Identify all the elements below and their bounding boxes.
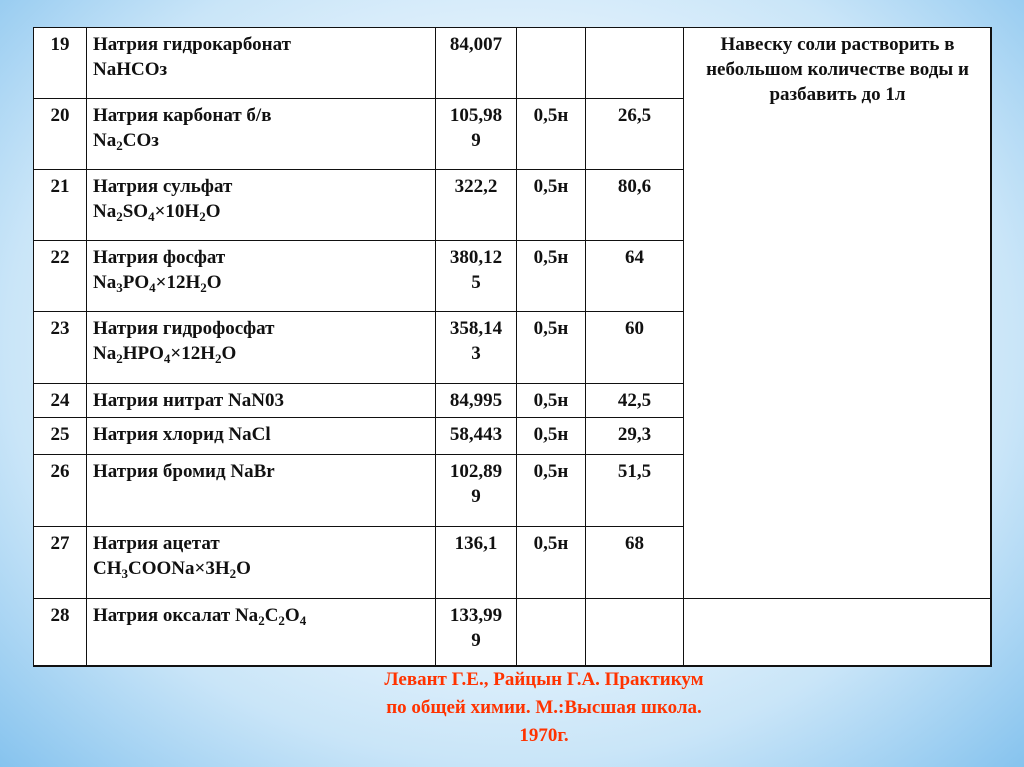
mass-cell: 68 bbox=[586, 527, 684, 599]
concentration-cell bbox=[517, 599, 586, 667]
molar-mass: 358,14 bbox=[449, 318, 503, 339]
molar-mass-cell bbox=[436, 599, 517, 667]
concentration-cell: 0,5н bbox=[517, 170, 586, 241]
salt-name: Натрия нитрат NaN03 bbox=[93, 390, 284, 411]
reference-line-2: по общей химии. М.:Высшая школа. bbox=[386, 697, 702, 719]
salt-name-cell bbox=[87, 99, 436, 170]
row-number: 20 bbox=[34, 99, 87, 170]
table-row bbox=[34, 599, 992, 667]
molar-mass: 380,12 bbox=[449, 247, 503, 268]
salt-formula: $Na_3PO_4\times 12H_2O$ bbox=[93, 272, 222, 296]
molar-mass-wrap: 9 bbox=[471, 130, 481, 152]
table-row bbox=[34, 28, 992, 99]
instruction-note: Навеску соли растворить в небольшом количестве воды и разбавить до 1л bbox=[684, 28, 992, 599]
row-number: 28 bbox=[34, 599, 87, 667]
molar-mass-cell bbox=[436, 28, 517, 99]
molar-mass-cell bbox=[436, 99, 517, 170]
molar-mass-wrap: 5 bbox=[471, 272, 481, 294]
mass-cell: 51,5 bbox=[586, 455, 684, 527]
salt-name: Натрия гидрофосфат bbox=[93, 318, 275, 339]
salt-name-cell bbox=[87, 599, 436, 667]
row-number: 22 bbox=[34, 241, 87, 312]
molar-mass-wrap: 9 bbox=[471, 486, 481, 508]
row-number: 24 bbox=[34, 384, 87, 418]
molar-mass-cell bbox=[436, 384, 517, 418]
row-number: 19 bbox=[34, 28, 87, 99]
concentration-cell: 0,5н bbox=[517, 312, 586, 384]
molar-mass-cell bbox=[436, 455, 517, 527]
molar-mass: 102,89 bbox=[449, 461, 503, 482]
molar-mass-wrap: 9 bbox=[471, 630, 481, 652]
molar-mass: 322,2 bbox=[454, 176, 498, 197]
mass-cell: 64 bbox=[586, 241, 684, 312]
salt-formula: $Na_2HPO_4\times 12H_2O$ bbox=[93, 343, 237, 367]
molar-mass-cell bbox=[436, 312, 517, 384]
empty-note-cell bbox=[684, 599, 992, 667]
salt-name-cell bbox=[87, 384, 436, 418]
salt-name: Натрия гидрокарбонат bbox=[93, 34, 291, 55]
molar-mass: 105,98 bbox=[449, 105, 503, 126]
row-number: 21 bbox=[34, 170, 87, 241]
salt-name-cell bbox=[87, 527, 436, 599]
molar-mass-wrap: 3 bbox=[471, 343, 481, 365]
molar-mass: 136,1 bbox=[454, 533, 498, 554]
mass-cell: 60 bbox=[586, 312, 684, 384]
concentration-cell: 0,5н bbox=[517, 241, 586, 312]
salt-name-cell bbox=[87, 170, 436, 241]
mass-cell: 42,5 bbox=[586, 384, 684, 418]
mass-cell bbox=[586, 599, 684, 667]
salt-name-cell bbox=[87, 28, 436, 99]
concentration-cell: 0,5н bbox=[517, 384, 586, 418]
molar-mass-cell bbox=[436, 418, 517, 455]
molar-mass: 84,995 bbox=[449, 390, 503, 411]
mass-cell bbox=[586, 28, 684, 99]
row-number: 27 bbox=[34, 527, 87, 599]
concentration-cell: 0,5н bbox=[517, 99, 586, 170]
salt-formula: $Na_2SO_4\times 10H_2O$ bbox=[93, 201, 221, 225]
reference-line-3: 1970г. bbox=[519, 725, 569, 747]
salt-table bbox=[33, 27, 992, 667]
molar-mass-cell bbox=[436, 527, 517, 599]
concentration-cell bbox=[517, 28, 586, 99]
row-number: 26 bbox=[34, 455, 87, 527]
salt-formula: $Na_2COз$ bbox=[93, 130, 159, 154]
molar-mass-cell bbox=[436, 170, 517, 241]
salt-name: Натрия бромид NaBr bbox=[93, 461, 275, 482]
salt-formula: NaHCOз bbox=[93, 59, 168, 81]
concentration-cell: 0,5н bbox=[517, 418, 586, 455]
salt-name-cell bbox=[87, 312, 436, 384]
salt-name-cell bbox=[87, 418, 436, 455]
reference-citation bbox=[300, 666, 788, 750]
salt-name: Натрия оксалат $Na_2C_2O_4$ bbox=[93, 605, 307, 628]
salt-name: Натрия хлорид NaCl bbox=[93, 424, 271, 445]
molar-mass: 133,99 bbox=[449, 605, 503, 626]
salt-name-cell bbox=[87, 241, 436, 312]
salt-name: Натрия карбонат б/в bbox=[93, 105, 272, 126]
reference-line-1: Левант Г.Е., Райцын Г.А. Практикум bbox=[384, 669, 704, 690]
salt-name-cell bbox=[87, 455, 436, 527]
concentration-cell: 0,5н bbox=[517, 527, 586, 599]
row-number: 23 bbox=[34, 312, 87, 384]
mass-cell: 29,3 bbox=[586, 418, 684, 455]
molar-mass-cell bbox=[436, 241, 517, 312]
molar-mass: 84,007 bbox=[449, 34, 503, 55]
salt-name: Натрия фосфат bbox=[93, 247, 226, 268]
salt-name: Натрия сульфат bbox=[93, 176, 233, 197]
concentration-cell: 0,5н bbox=[517, 455, 586, 527]
mass-cell: 80,6 bbox=[586, 170, 684, 241]
molar-mass: 58,443 bbox=[449, 424, 503, 445]
salt-name: Натрия ацетат bbox=[93, 533, 220, 554]
mass-cell: 26,5 bbox=[586, 99, 684, 170]
salt-formula: $CH_3COONa\times 3H_2O$ bbox=[93, 558, 251, 582]
row-number: 25 bbox=[34, 418, 87, 455]
